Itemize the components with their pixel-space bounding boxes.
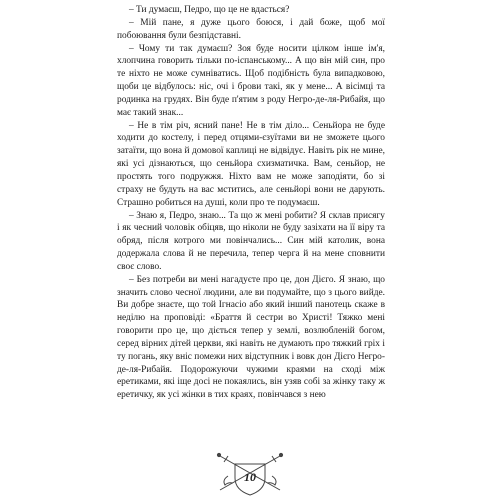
body-text: [117, 4, 385, 402]
paragraph: – Без потреби ви мені нагадуєте про це, дон Дієго. Я знаю, що значить слово чесної людини, але ви подумайте, що з цього вийде. Ви добре знаєте, що той Ігнасіо або який інший панотець скаже в неділю на проповіді: «Браття й сестри во Христі! Тяжко мені говорити про це, що діється тепер у землі, возлюбленій богом, серед вірних дітей церкви, які навіть не думають про тяжкий гріх і ту погань, яку вніс помежи них відступник і вовк дон Дієго Негро-де-ля-Рибайя. Подорожуючи чужими краями на сході між еретиками, які іще досі не покаялись, він узяв собі за жінку таку ж еретичку, як усі жінки в тих краях, повінчався з нею: [117, 274, 385, 401]
page-number: 10: [244, 470, 256, 484]
page-number-ornament: [200, 452, 300, 496]
paragraph: – Знаю я, Педро, знаю... Та що ж мені робити? Я склав присягу і як чесний чоловік обіцяв, що ніколи не буду зазіхати на її віру та обряд, після котрого ми повінчались... Син мій католик, вона додержала слова й не перечила, тепер черга й на мене сповнити своє слово.: [117, 210, 385, 272]
paragraph: – Чому ти так думаєш? Зоя буде носити цілком інше ім'я, хлопчина говорить тільки по-іспанському... А що він мій син, про те ніхто не може сумніватись. Щоб подібність була випадковою, щоби це відбулось: ніс, очі і брови такі, як у мене... А вісімці та родинка на грудях. Він буде п'ятим з роду Негро-де-ля-Рибайя, що має такий знак...: [117, 43, 385, 118]
paragraph: – Мій пане, я дуже цього боюся, і дай боже, щоб мої побоювання були безпідставні.: [117, 17, 385, 41]
paragraph: – Ти думаєш, Педро, що це не вдасться?: [129, 5, 290, 15]
paragraph: – Не в тім річ, ясний пане! Не в тім діло... Сеньйора не буде ходити до костелу, і перед отцями-єзуїтами ви не зможете цього затаїти, що вона й домової каплиці не відвідує. Навіть рік не мине, які усі дізнаються, що сеньйора схизматичка. Вам, сеньйор, не простять того подружжя. Ніхто вам не може заподіяти, бо зі страху не будуть на вас мститись, але сеньйорі вони не дарують. Страшно робиться на душі, коли про те подумаєш.: [117, 120, 385, 208]
